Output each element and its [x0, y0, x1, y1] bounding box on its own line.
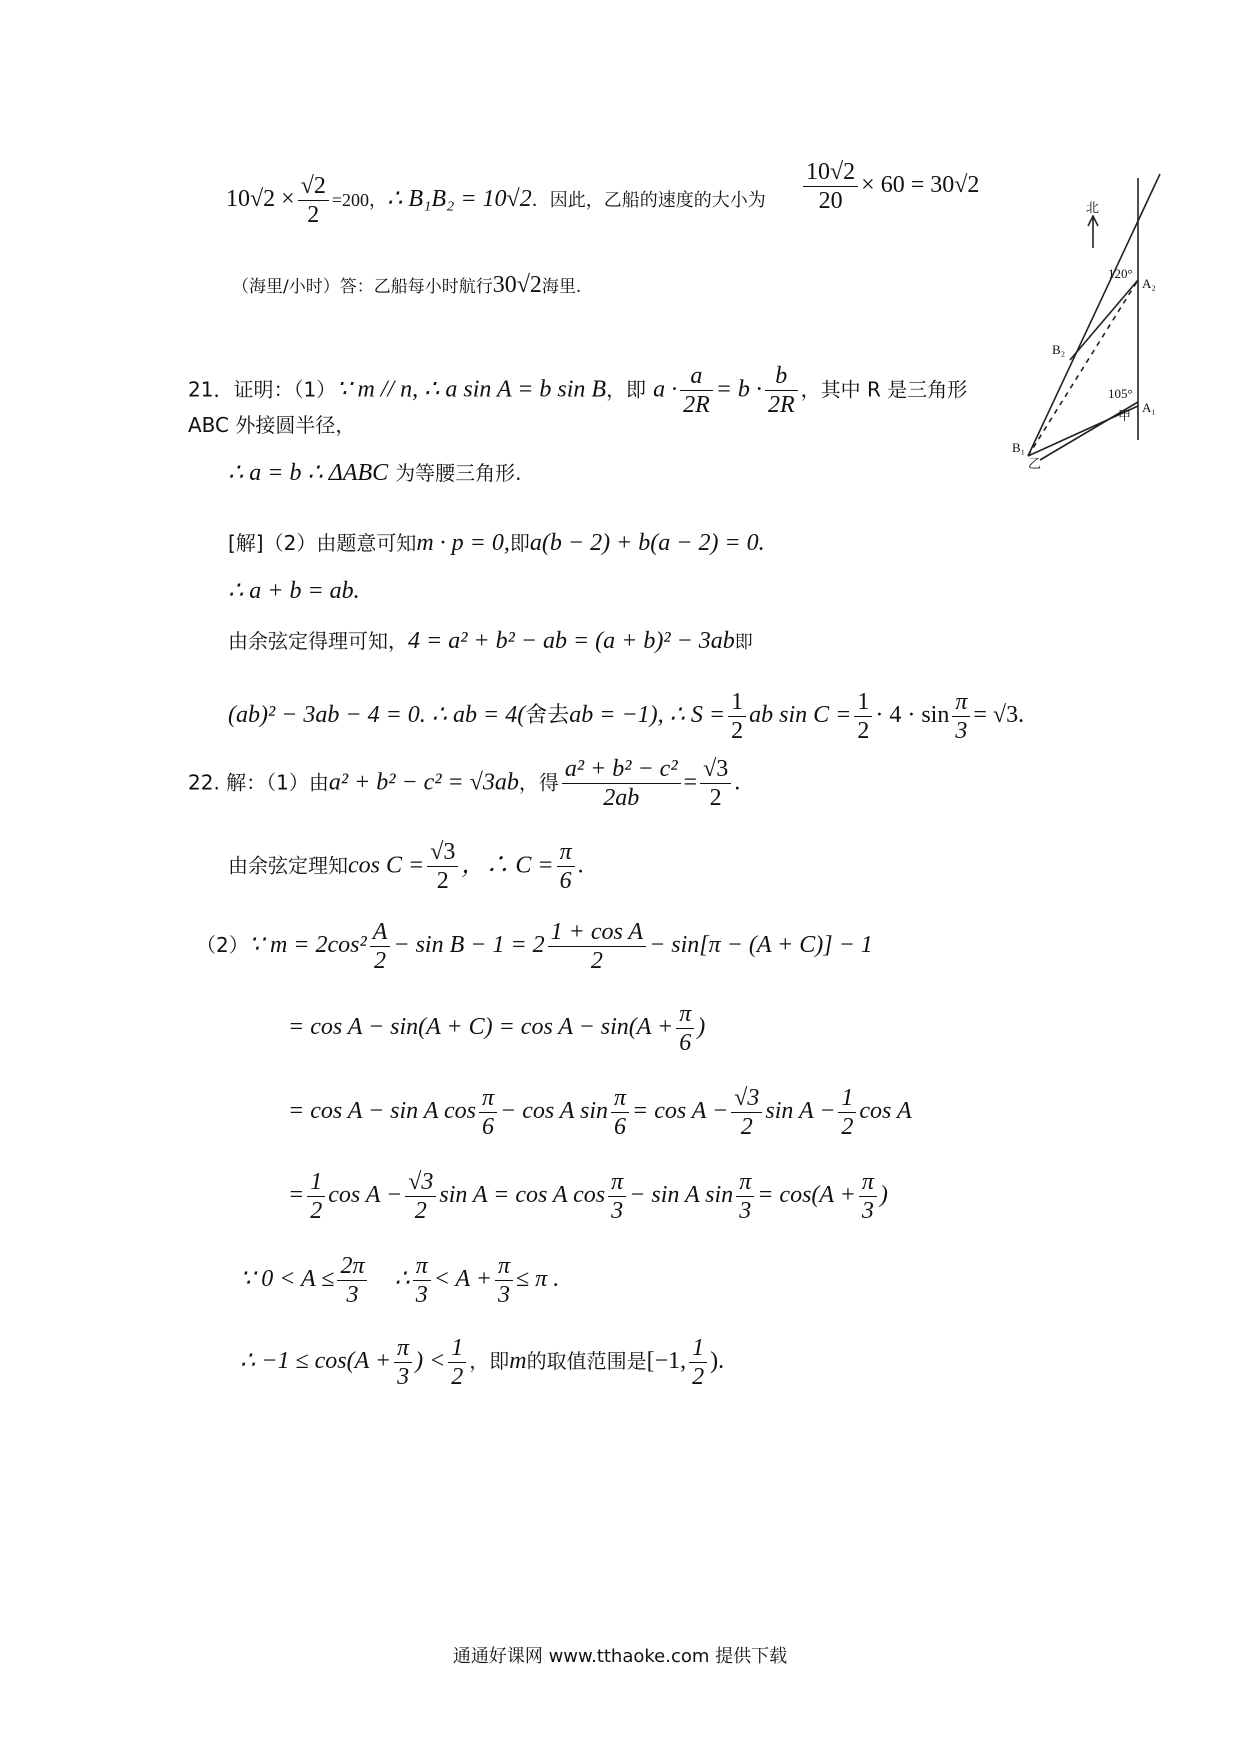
solution-line-1: 10√2 × $\frac{√2}{2}$ =200，∴ B₁B₂ = 10√2．因此，乙船的速度的大小为 — [226, 173, 766, 228]
angle-105: 105° — [1108, 386, 1133, 401]
fraction-s5-3: $\frac{1}{2}$ — [689, 1334, 707, 1391]
fraction-root3-over-2-b: $\frac{√3}{2}$ — [427, 838, 458, 895]
fraction-s2-3: $\frac{√3}{2}$ — [731, 1084, 762, 1141]
label-a2: A₂ — [1142, 276, 1156, 291]
fraction-s2-1: $\frac{\pi}{6}$ — [479, 1084, 497, 1141]
speed-expression: $\frac{10√2}{20}$ × 60 = 30√2 — [800, 158, 979, 215]
fraction-speed: $\frac{10√2}{20}$ — [803, 158, 858, 215]
fraction-s2-2: $\frac{\pi}{6}$ — [611, 1084, 629, 1141]
q22-part2-line: （2）∵ m = 2cos² $\frac{A}{2}$ − sin B − 1 = 2 $\frac{\text{1 + cos A}}{2}$ − sin[π − (A + C)] − 1 — [196, 919, 873, 974]
label-b1: B₁ — [1012, 440, 1026, 455]
label-b2: B₂ — [1052, 342, 1066, 357]
q21-line-3: ∴ a = b ∴ ΔABC 为等腰三角形. — [228, 460, 522, 486]
q22-step-5: ∴ −1 ≤ cos(A + $\frac{\pi}{3}$ ) < $\frac{1}{2}$ ，即m的取值范围是[−1, $\frac{1}{2}$ ). — [240, 1335, 725, 1390]
q22-step-2: = cos A − sin A cos $\frac{\pi}{6}$ − cos A sin $\frac{\pi}{6}$ = cos A − $\frac{√3}{2}$ sin A − $\frac{1}{2}$ cos A — [288, 1085, 912, 1140]
angle-120: 120° — [1108, 266, 1133, 281]
fraction-s3-1: $\frac{1}{2}$ — [307, 1168, 325, 1225]
fraction-A-over-2: $\frac{A}{2}$ — [370, 918, 391, 975]
fraction-s3-3: $\frac{\pi}{3}$ — [608, 1168, 626, 1225]
q22-line-1: 22. 解：（1）由a² + b² − c² = √3ab，得 $\frac{\text{a² + b² − c²}}{2ab}$ = $\frac{√3}{2}$ . — [188, 756, 741, 811]
q21-line-6: 由余弦定得理可知，4 = a² + b² − ab = (a + b)² − 3ab即 — [228, 628, 753, 654]
q22-step-4: ∵ 0 < A ≤ $\frac{2\pi}{3}$ ∴ $\frac{\pi}{3}$ < A + $\frac{\pi}{3}$ ≤ π . — [240, 1253, 560, 1308]
expr-10root2: 10√2 × — [226, 186, 295, 213]
fraction-s3-5: $\frac{\pi}{3}$ — [859, 1168, 877, 1225]
q22-step-3: = $\frac{1}{2}$ cos A − $\frac{√3}{2}$ sin A = cos A cos $\frac{\pi}{3}$ − sin A sin $\frac{\pi}{3}$ = cos(A + $\frac{\pi}{3}$ ) — [288, 1169, 888, 1224]
label-yi: 乙 — [1028, 456, 1042, 470]
fraction-1pluscosA-over-2: $\frac{\text{1 + cos A}}{2}$ — [548, 918, 646, 975]
fraction-s4-3: $\frac{\pi}{3}$ — [495, 1252, 513, 1309]
fraction-s4-2: $\frac{\pi}{3}$ — [413, 1252, 431, 1309]
fraction-pi-over-6-s1: $\frac{\pi}{6}$ — [676, 1000, 694, 1057]
fraction-half-1: $\frac{1}{2}$ — [728, 688, 746, 745]
fraction-pi-over-3: $\frac{\pi}{3}$ — [952, 688, 970, 745]
label-jia: 甲 — [1118, 408, 1132, 423]
q21-line-2: ABC 外接圆半径， — [188, 413, 356, 437]
q21-part2-line: [解]（2）由题意可知m · p = 0,即a(b − 2) + b(a − 2) = 0. — [228, 530, 765, 556]
fraction-s5-1: $\frac{\pi}{3}$ — [394, 1334, 412, 1391]
fraction-s2-4: $\frac{1}{2}$ — [838, 1084, 856, 1141]
q21-line-1: 21．证明：（1）∵ m // n, ∴ a sin A = b sin B，即 a · $\frac{a}{2R}$ = b · $\frac{b}{2R}$ ，其中 R 是三角形 — [188, 363, 968, 418]
fraction-a-over-2R: $\frac{a}{2R}$ — [680, 362, 713, 419]
q21-line-5: ∴ a + b = ab. — [228, 578, 360, 604]
fraction-root3-over-2: $\frac{√3}{2}$ — [700, 755, 731, 812]
fraction-half-2: $\frac{1}{2}$ — [854, 688, 872, 745]
fraction-s3-4: $\frac{\pi}{3}$ — [736, 1168, 754, 1225]
q21-line-7: (ab)² − 3ab − 4 = 0. ∴ ab = 4(舍去ab = −1), ∴ S = $\frac{1}{2}$ ab sin C = $\frac{1}{2}$ · 4 · sin $\frac{\pi}{3}$ = √3. — [228, 689, 1025, 744]
q22-step-1: = cos A − sin(A + C) = cos A − sin(A + $\frac{\pi}{6}$ ) — [288, 1001, 706, 1056]
fraction-s5-2: $\frac{1}{2}$ — [448, 1334, 466, 1391]
navigation-figure — [1010, 170, 1190, 470]
fraction-pi-over-6: $\frac{\pi}{6}$ — [557, 838, 575, 895]
fraction-root2-over-2: $\frac{√2}{2}$ — [298, 172, 329, 229]
footer-source: 通通好课网 www.tthaoke.com 提供下载 — [452, 1646, 788, 1667]
label-a1: A₁ — [1142, 400, 1156, 415]
fraction-s3-2: $\frac{√3}{2}$ — [405, 1168, 436, 1225]
line-b1-a2-dashed — [1028, 280, 1138, 456]
solution-line-2: （海里/小时）答：乙船每小时航行30√2海里. — [232, 272, 582, 298]
north-label: 北 — [1086, 200, 1100, 215]
fraction-cosine-law: $\frac{\text{a² + b² − c²}}{2ab}$ — [562, 755, 681, 812]
fraction-b-over-2R: $\frac{b}{2R}$ — [765, 362, 798, 419]
fraction-s4-1: $\frac{2\pi}{3}$ — [337, 1252, 367, 1309]
q22-line-2: 由余弦定理知cos C = $\frac{√3}{2}$ ，∴ C = $\frac{\pi}{6}$ . — [228, 839, 584, 894]
